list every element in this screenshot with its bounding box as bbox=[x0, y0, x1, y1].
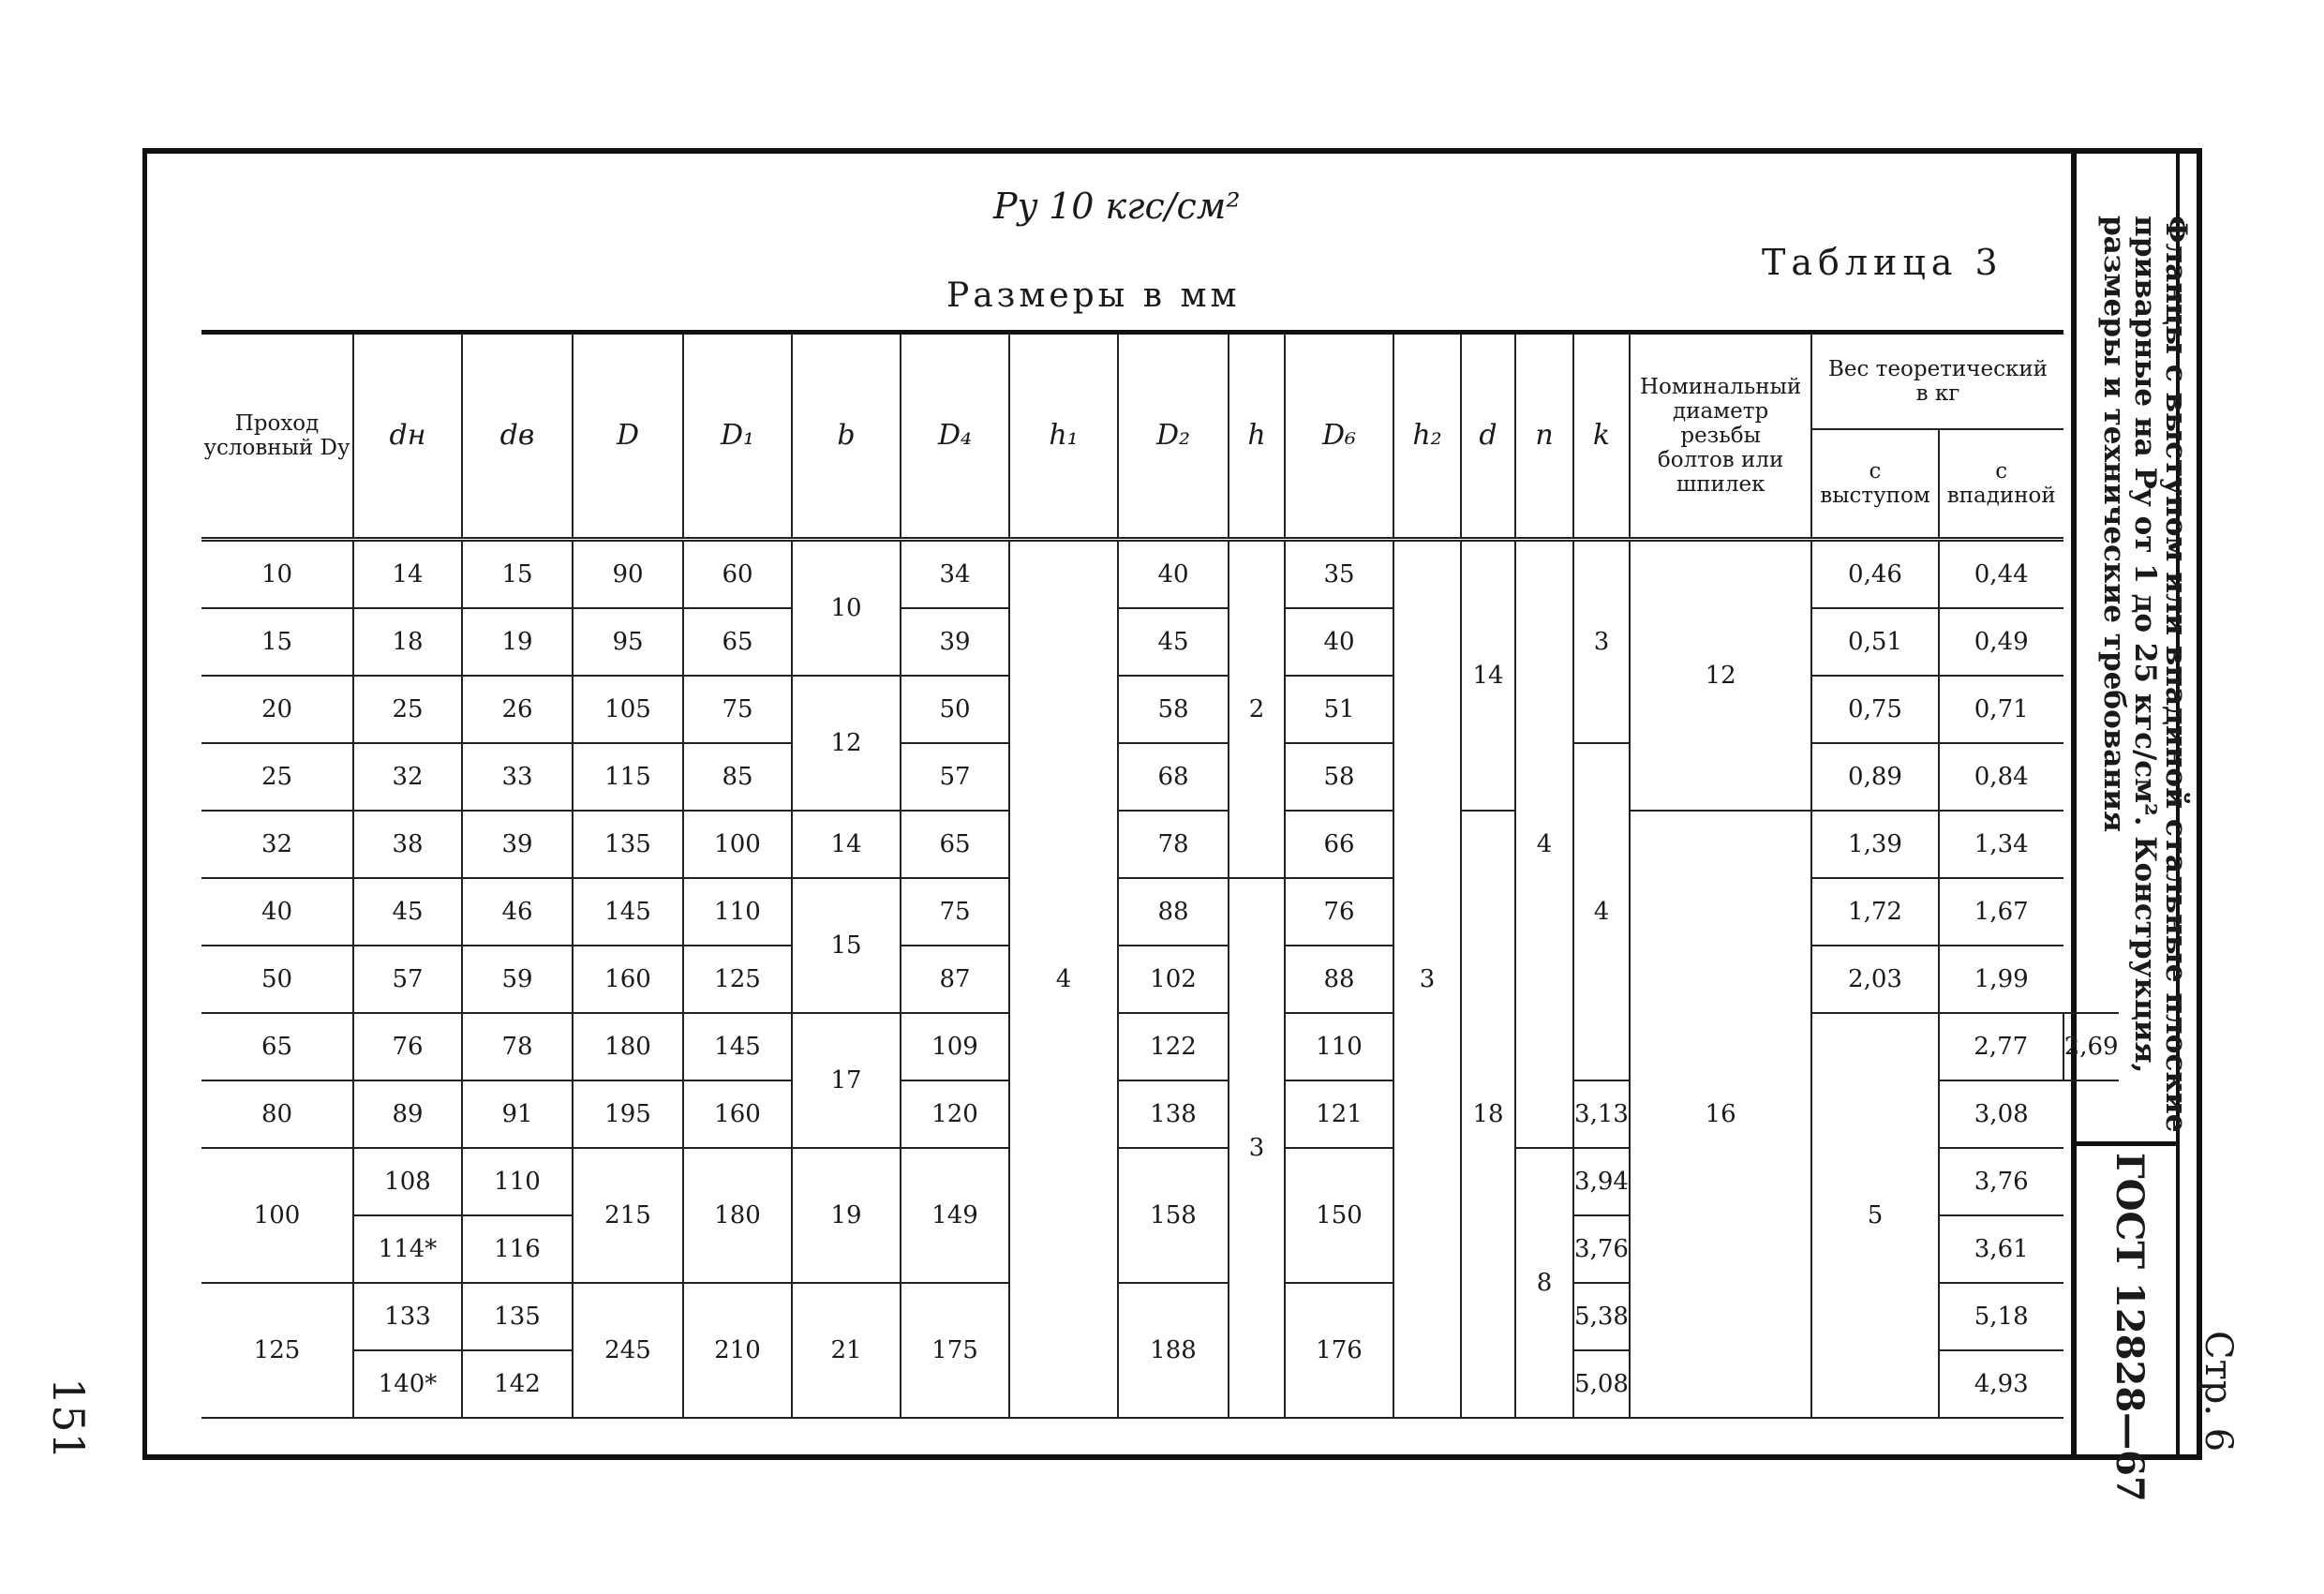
header-n: n bbox=[1515, 333, 1573, 540]
header-b: b bbox=[792, 333, 901, 540]
cell-dn: 89 bbox=[353, 1080, 462, 1148]
cell-dy: 50 bbox=[201, 946, 353, 1013]
cell-D2: 58 bbox=[1118, 676, 1229, 743]
cell-d: 18 bbox=[1461, 811, 1515, 1418]
cell-dy: 10 bbox=[201, 540, 353, 609]
cell-w1: 3,94 bbox=[1573, 1148, 1630, 1215]
header-D1: D₁ bbox=[683, 333, 792, 540]
cell-w1: 3,76 bbox=[1573, 1215, 1630, 1283]
cell-D1: 210 bbox=[683, 1283, 792, 1418]
cell-dv: 59 bbox=[462, 946, 573, 1013]
dimensions-note: Размеры в мм bbox=[946, 276, 1241, 315]
cell-thread: 16 bbox=[1630, 811, 1811, 1418]
cell-D2: 158 bbox=[1118, 1148, 1229, 1283]
cell-w1: 0,75 bbox=[1811, 676, 1938, 743]
cell-D: 135 bbox=[573, 811, 683, 878]
cell-dn: 57 bbox=[353, 946, 462, 1013]
cell-D6: 35 bbox=[1285, 540, 1393, 609]
cell-D1: 65 bbox=[683, 608, 792, 676]
cell-D2: 122 bbox=[1118, 1013, 1229, 1080]
cell-D6: 51 bbox=[1285, 676, 1393, 743]
cell-dv: 135 bbox=[462, 1283, 573, 1350]
cell-d: 14 bbox=[1461, 540, 1515, 812]
cell-D4: 109 bbox=[901, 1013, 1009, 1080]
cell-dy: 40 bbox=[201, 878, 353, 946]
header-weight-protrusion: с выступом bbox=[1811, 429, 1938, 540]
header-D4: D₄ bbox=[901, 333, 1009, 540]
cell-b: 19 bbox=[792, 1148, 901, 1283]
cell-dv: 19 bbox=[462, 608, 573, 676]
cell-D6: 66 bbox=[1285, 811, 1393, 878]
cell-D: 105 bbox=[573, 676, 683, 743]
cell-dn: 38 bbox=[353, 811, 462, 878]
table-row bbox=[201, 676, 2119, 743]
cell-dy: 32 bbox=[201, 811, 353, 878]
header-dn: dн bbox=[353, 333, 462, 540]
table-row bbox=[201, 1013, 2119, 1080]
cell-D6: 76 bbox=[1285, 878, 1393, 946]
cell-k: 3 bbox=[1573, 540, 1630, 744]
cell-D2: 102 bbox=[1118, 946, 1229, 1013]
cell-D: 145 bbox=[573, 878, 683, 946]
gost-label: ГОСТ 12828—67 bbox=[2108, 1153, 2152, 1502]
table-row bbox=[201, 608, 2119, 676]
cell-w1: 2,03 bbox=[1811, 946, 1938, 1013]
cell-D4: 120 bbox=[901, 1080, 1009, 1148]
cell-D6: 121 bbox=[1285, 1080, 1393, 1148]
cell-D6: 88 bbox=[1285, 946, 1393, 1013]
cell-w2: 3,76 bbox=[1939, 1148, 2063, 1215]
flange-table bbox=[201, 330, 2119, 1419]
cell-dv: 46 bbox=[462, 878, 573, 946]
cell-thread: 12 bbox=[1630, 540, 1811, 812]
cell-dn: 14 bbox=[353, 540, 462, 609]
cell-dv: 110 bbox=[462, 1148, 573, 1215]
cell-D2: 188 bbox=[1118, 1283, 1229, 1418]
header-D: D bbox=[573, 333, 683, 540]
cell-dy: 15 bbox=[201, 608, 353, 676]
cell-D4: 87 bbox=[901, 946, 1009, 1013]
cell-D4: 57 bbox=[901, 743, 1009, 811]
cell-D: 180 bbox=[573, 1013, 683, 1080]
cell-w2: 1,99 bbox=[1939, 946, 2063, 1013]
cell-D: 115 bbox=[573, 743, 683, 811]
side-title: Фланцы с выступом или впадиной стальные плоские приварные на Py от 1 до 25 кгс/см². Конструкция, размеры и технические требования bbox=[2097, 216, 2193, 1133]
cell-D4: 34 bbox=[901, 540, 1009, 609]
cell-dn: 114* bbox=[353, 1215, 462, 1283]
cell-n: 8 bbox=[1515, 1148, 1573, 1418]
cell-D2: 68 bbox=[1118, 743, 1229, 811]
cell-w2: 0,44 bbox=[1939, 540, 2063, 609]
cell-D6: 176 bbox=[1285, 1283, 1393, 1418]
header-weight: Вес теоретический в кг bbox=[1811, 333, 2063, 430]
cell-D2: 88 bbox=[1118, 878, 1229, 946]
cell-D: 95 bbox=[573, 608, 683, 676]
cell-D: 160 bbox=[573, 946, 683, 1013]
cell-dy: 80 bbox=[201, 1080, 353, 1148]
cell-w2: 2,69 bbox=[2063, 1013, 2119, 1080]
cell-w2: 4,93 bbox=[1939, 1350, 2063, 1418]
cell-D1: 110 bbox=[683, 878, 792, 946]
cell-w1: 3,13 bbox=[1573, 1080, 1630, 1148]
cell-dy: 65 bbox=[201, 1013, 353, 1080]
cell-D1: 160 bbox=[683, 1080, 792, 1148]
header-D6: D₆ bbox=[1285, 333, 1393, 540]
cell-b: 21 bbox=[792, 1283, 901, 1418]
header-dv: dв bbox=[462, 333, 573, 540]
cell-dy: 125 bbox=[201, 1283, 353, 1418]
cell-w1: 2,77 bbox=[1939, 1013, 2063, 1080]
cell-D4: 149 bbox=[901, 1148, 1009, 1283]
cell-D: 215 bbox=[573, 1148, 683, 1283]
cell-D6: 150 bbox=[1285, 1148, 1393, 1283]
cell-dn: 32 bbox=[353, 743, 462, 811]
header-k: k bbox=[1573, 333, 1630, 540]
cell-D1: 100 bbox=[683, 811, 792, 878]
cell-w2: 3,61 bbox=[1939, 1215, 2063, 1283]
table-label: Таблица 3 bbox=[1762, 242, 2004, 283]
table-row bbox=[201, 946, 2119, 1013]
cell-D1: 180 bbox=[683, 1148, 792, 1283]
cell-dy: 100 bbox=[201, 1148, 353, 1283]
cell-dv: 78 bbox=[462, 1013, 573, 1080]
cell-D2: 45 bbox=[1118, 608, 1229, 676]
cell-D: 90 bbox=[573, 540, 683, 609]
cell-dn: 108 bbox=[353, 1148, 462, 1215]
cell-dv: 26 bbox=[462, 676, 573, 743]
cell-dn: 45 bbox=[353, 878, 462, 946]
table-row bbox=[201, 878, 2119, 946]
cell-dv: 33 bbox=[462, 743, 573, 811]
cell-D: 195 bbox=[573, 1080, 683, 1148]
cell-b: 10 bbox=[792, 540, 901, 677]
cell-D1: 145 bbox=[683, 1013, 792, 1080]
cell-dn: 133 bbox=[353, 1283, 462, 1350]
cell-h2: 3 bbox=[1393, 540, 1461, 1419]
cell-h1: 4 bbox=[1009, 540, 1118, 1419]
cell-w1: 5,08 bbox=[1573, 1350, 1630, 1418]
table-row bbox=[201, 743, 2119, 811]
cell-w2: 1,34 bbox=[1939, 811, 2063, 878]
cell-D: 245 bbox=[573, 1283, 683, 1418]
header-D2: D₂ bbox=[1118, 333, 1229, 540]
header-weight-recess: с впадиной bbox=[1939, 429, 2063, 540]
cell-dv: 91 bbox=[462, 1080, 573, 1148]
cell-dv: 116 bbox=[462, 1215, 573, 1283]
cell-D1: 75 bbox=[683, 676, 792, 743]
cell-w2: 0,49 bbox=[1939, 608, 2063, 676]
cell-D1: 85 bbox=[683, 743, 792, 811]
cell-D6: 40 bbox=[1285, 608, 1393, 676]
cell-w2: 1,67 bbox=[1939, 878, 2063, 946]
cell-dv: 142 bbox=[462, 1350, 573, 1418]
cell-D4: 39 bbox=[901, 608, 1009, 676]
cell-w2: 5,18 bbox=[1939, 1283, 2063, 1350]
cell-D4: 175 bbox=[901, 1283, 1009, 1418]
cell-dv: 15 bbox=[462, 540, 573, 609]
cell-w2: 3,08 bbox=[1939, 1080, 2063, 1148]
header-thread: Номинальный диаметр резьбы болтов или шпилек bbox=[1630, 333, 1811, 540]
cell-D2: 138 bbox=[1118, 1080, 1229, 1148]
cell-D2: 40 bbox=[1118, 540, 1229, 609]
cell-D4: 75 bbox=[901, 878, 1009, 946]
cell-dy: 20 bbox=[201, 676, 353, 743]
cell-dn: 25 bbox=[353, 676, 462, 743]
cell-w1: 1,39 bbox=[1811, 811, 1938, 878]
cell-D2: 78 bbox=[1118, 811, 1229, 878]
cell-w2: 0,84 bbox=[1939, 743, 2063, 811]
cell-D4: 65 bbox=[901, 811, 1009, 878]
cell-n: 4 bbox=[1515, 540, 1573, 1149]
cell-D6: 110 bbox=[1285, 1013, 1393, 1080]
pressure-heading: Py 10 кгс/см² bbox=[993, 186, 1241, 227]
header-dy: Проход условный Dу bbox=[201, 333, 353, 540]
cell-dn: 18 bbox=[353, 608, 462, 676]
cell-w1: 0,89 bbox=[1811, 743, 1938, 811]
header-d: d bbox=[1461, 333, 1515, 540]
cell-D1: 60 bbox=[683, 540, 792, 609]
cell-w1: 0,46 bbox=[1811, 540, 1938, 609]
left-page-number: 151 bbox=[43, 1378, 94, 1460]
page-label: Стр. 6 bbox=[2197, 1331, 2240, 1452]
cell-dv: 39 bbox=[462, 811, 573, 878]
cell-dy: 25 bbox=[201, 743, 353, 811]
cell-D4: 50 bbox=[901, 676, 1009, 743]
cell-b: 15 bbox=[792, 878, 901, 1013]
cell-k: 4 bbox=[1573, 743, 1630, 1080]
table-row bbox=[201, 811, 2119, 878]
cell-b: 17 bbox=[792, 1013, 901, 1148]
cell-w2: 0,71 bbox=[1939, 676, 2063, 743]
header-h1: h₁ bbox=[1009, 333, 1118, 540]
cell-h: 2 bbox=[1229, 540, 1285, 879]
cell-dn: 140* bbox=[353, 1350, 462, 1418]
cell-w1: 1,72 bbox=[1811, 878, 1938, 946]
cell-k: 5 bbox=[1811, 1013, 1938, 1418]
cell-D1: 125 bbox=[683, 946, 792, 1013]
cell-w1: 0,51 bbox=[1811, 608, 1938, 676]
header-h2: h₂ bbox=[1393, 333, 1461, 540]
header-h: h bbox=[1229, 333, 1285, 540]
cell-b: 14 bbox=[792, 811, 901, 878]
cell-D6: 58 bbox=[1285, 743, 1393, 811]
cell-dn: 76 bbox=[353, 1013, 462, 1080]
cell-h: 3 bbox=[1229, 878, 1285, 1418]
cell-w1: 5,38 bbox=[1573, 1283, 1630, 1350]
cell-b: 12 bbox=[792, 676, 901, 811]
table-row bbox=[201, 540, 2119, 609]
